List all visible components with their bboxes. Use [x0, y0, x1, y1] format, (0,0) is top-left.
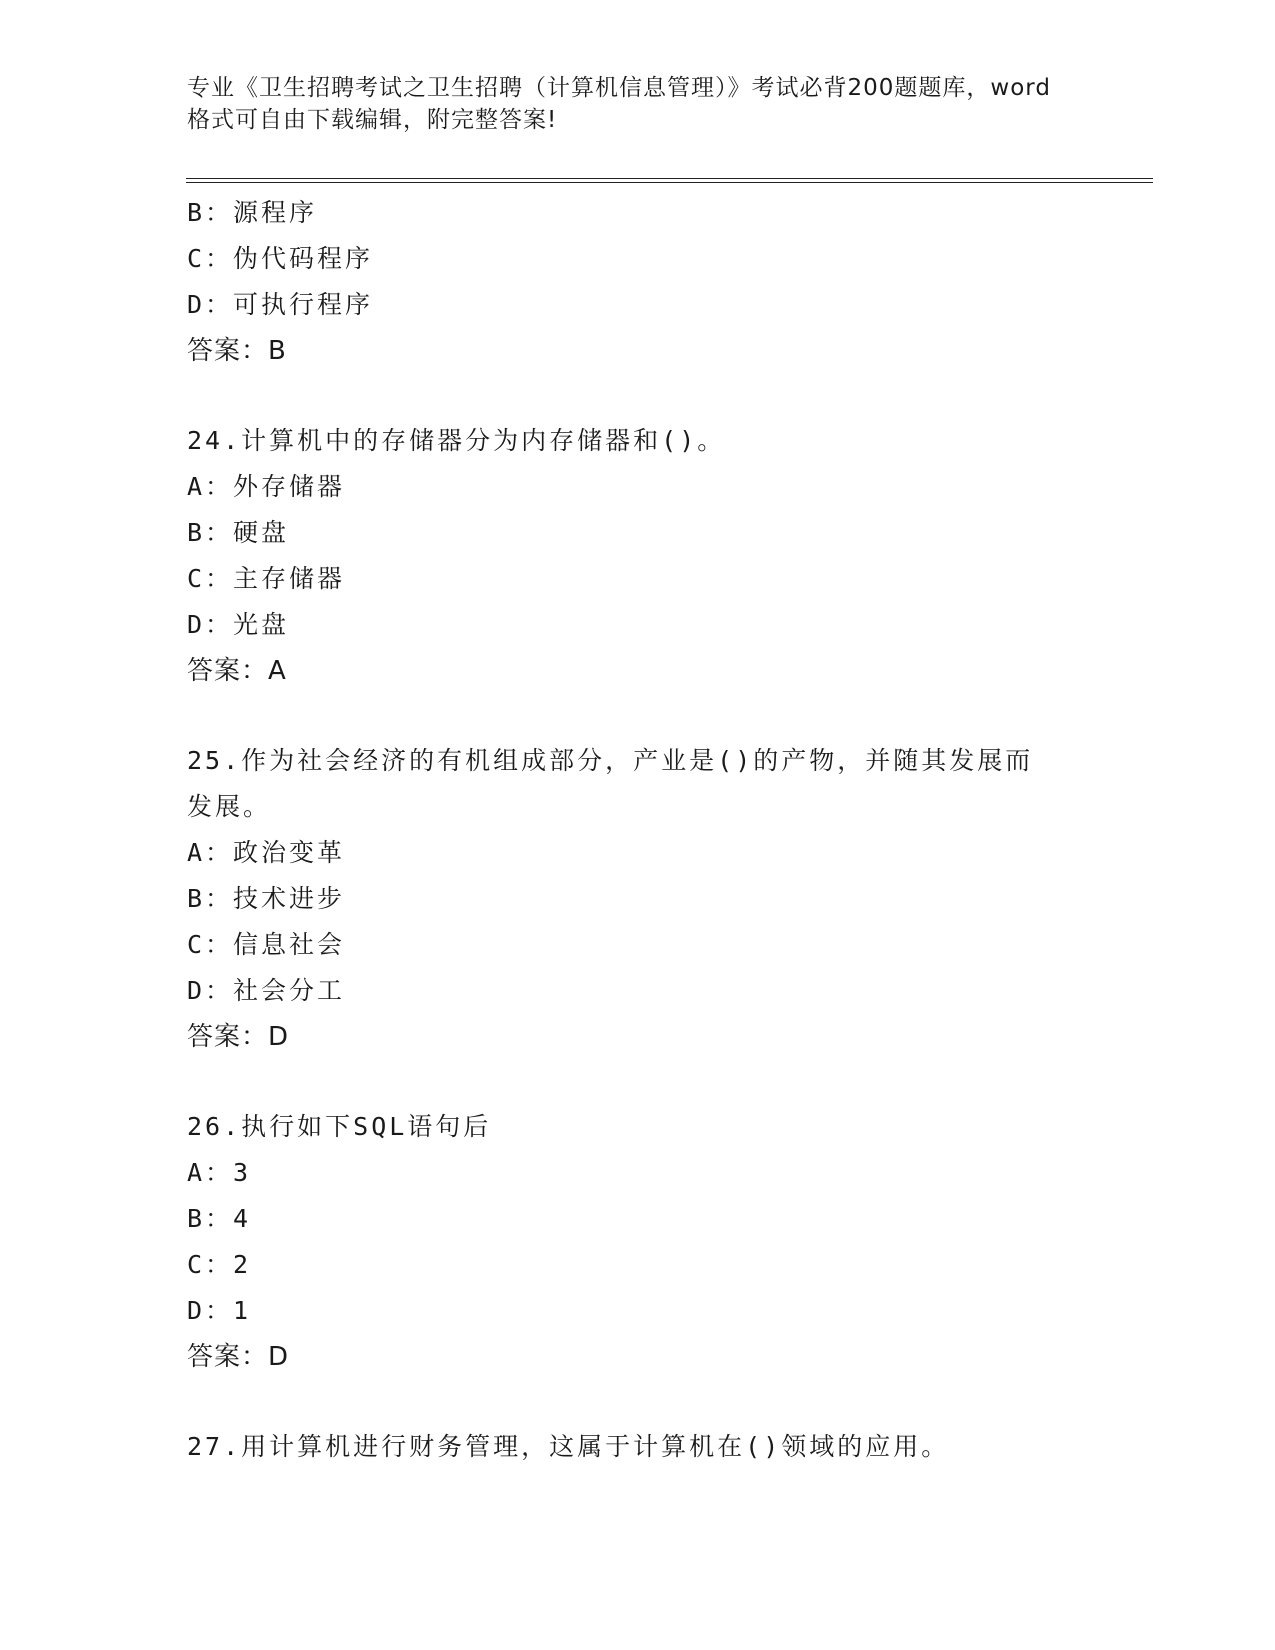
option-b: B：硬盘 — [187, 518, 290, 547]
option-b: B：4 — [187, 1204, 252, 1233]
question-stem: 25.作为社会经济的有机组成部分，产业是()的产物，并随其发展而发展。 — [187, 746, 1034, 821]
option-b: B：源程序 — [187, 198, 318, 227]
option-d: D：可执行程序 — [187, 290, 374, 319]
answer-line: 答案：D — [187, 1022, 290, 1052]
question-list — [187, 190, 1087, 1470]
question-25 — [187, 738, 1087, 1060]
answer-line: 答案：B — [187, 336, 287, 366]
option-d: D：光盘 — [187, 610, 290, 639]
option-a: A：3 — [187, 1158, 252, 1187]
question-stem: 27.用计算机进行财务管理，这属于计算机在()领域的应用。 — [187, 1432, 950, 1461]
option-a: A：外存储器 — [187, 472, 346, 501]
option-b: B：技术进步 — [187, 884, 346, 913]
question-stem: 26.执行如下SQL语句后 — [187, 1112, 492, 1141]
question-23-continued — [187, 190, 1087, 374]
option-c: C：伪代码程序 — [187, 244, 374, 273]
header-divider — [186, 178, 1153, 183]
question-27 — [187, 1424, 1087, 1470]
option-c: C：主存储器 — [187, 564, 346, 593]
option-d: D：1 — [187, 1296, 252, 1325]
option-c: C：信息社会 — [187, 930, 346, 959]
header-line-2: 格式可自由下载编辑，附完整答案! — [187, 107, 558, 133]
answer-line: 答案：A — [187, 656, 287, 686]
document-header — [187, 72, 1087, 136]
question-24 — [187, 418, 1087, 694]
option-d: D：社会分工 — [187, 976, 346, 1005]
answer-line: 答案：D — [187, 1342, 290, 1372]
question-stem: 24.计算机中的存储器分为内存储器和()。 — [187, 426, 726, 455]
header-line-1: 专业《卫生招聘考试之卫生招聘（计算机信息管理）》考试必背200题题库，word — [187, 75, 1051, 101]
question-26 — [187, 1104, 1087, 1380]
option-c: C：2 — [187, 1250, 252, 1279]
option-a: A：政治变革 — [187, 838, 346, 867]
